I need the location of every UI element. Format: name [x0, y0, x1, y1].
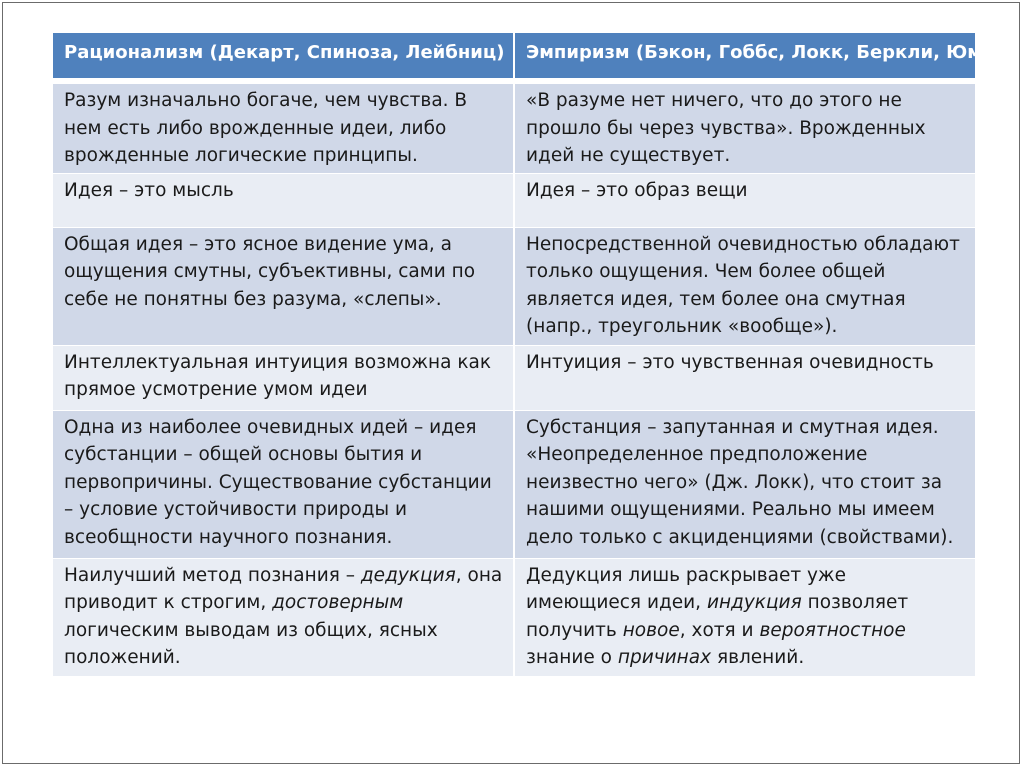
cell-rationalism: Интеллектуальная интуиция возможна как прямое усмотрение умом идеи — [53, 345, 514, 410]
text-segment: , хотя и — [679, 619, 760, 641]
text-segment: логическим выводам из общих, ясных положений. — [64, 619, 438, 668]
cell-empiricism — [514, 558, 975, 676]
emphasis-probable: вероятностное — [759, 619, 906, 641]
table-row — [53, 345, 975, 410]
cell-rationalism — [53, 558, 514, 676]
text-segment: явлений. — [711, 647, 805, 668]
table-row — [53, 558, 975, 676]
header-rationalism: Рационализм (Декарт, Спиноза, Лейбниц) — [53, 33, 514, 81]
cell-rationalism: Одна из наиболее очевидных идей – идея субстанции – общей основы бытия и первопричины. Существование субстанции – условие устойчивости природы и всеобщности научного познания. — [53, 410, 514, 558]
cell-rationalism: Идея – это мысль — [53, 173, 514, 227]
table-row — [53, 173, 975, 227]
table-header-row — [53, 33, 975, 81]
cell-empiricism: Интуиция – это чувственная очевидность — [514, 345, 975, 410]
text-segment: знание о — [526, 647, 618, 668]
slide — [2, 2, 1020, 764]
cell-empiricism: Субстанция – запутанная и смутная идея. «Неопределенное предположение неизвестно чего» (Дж. Локк), что стоит за нашими ощущениями. Реально мы имеем дело только с акциденциями (свойствами). — [514, 410, 975, 558]
cell-empiricism: Идея – это образ вещи — [514, 173, 975, 227]
emphasis-induction: индукция — [706, 592, 802, 613]
emphasis-deduction: дедукция — [360, 564, 456, 586]
comparison-table — [53, 33, 991, 677]
cell-empiricism: Непосредственной очевидностью обладают только ощущения. Чем более общей является идея, тем более она смутная (напр., треугольник «вообще»). — [514, 227, 975, 345]
emphasis-new: новое — [622, 619, 680, 641]
text-segment: Наилучший метод познания – — [64, 564, 361, 586]
text-segment: , она приводит к строгим, — [64, 564, 503, 613]
cell-rationalism: Разум изначально богаче, чем чувства. В нем есть либо врожденные идеи, либо врожденные логические принципы. — [53, 81, 514, 173]
table-row — [53, 81, 975, 173]
header-empiricism: Эмпиризм (Бэкон, Гоббс, Локк, Беркли, Юм) — [514, 33, 975, 81]
text-segment: позволяет получить — [526, 592, 909, 641]
table-row — [53, 227, 975, 345]
cell-empiricism: «В разуме нет ничего, что до этого не прошло бы через чувства». Врожденных идей не существует. — [514, 81, 975, 173]
table-row — [53, 410, 975, 558]
cell-rationalism: Общая идея – это ясное видение ума, а ощущения смутны, субъективны, сами по себе не понятны без разума, «слепы». — [53, 227, 514, 345]
emphasis-reliable: достоверным — [272, 592, 404, 613]
emphasis-causes: причинах — [617, 647, 712, 668]
text-segment: Дедукция лишь раскрывает уже имеющиеся идеи, — [526, 564, 846, 613]
